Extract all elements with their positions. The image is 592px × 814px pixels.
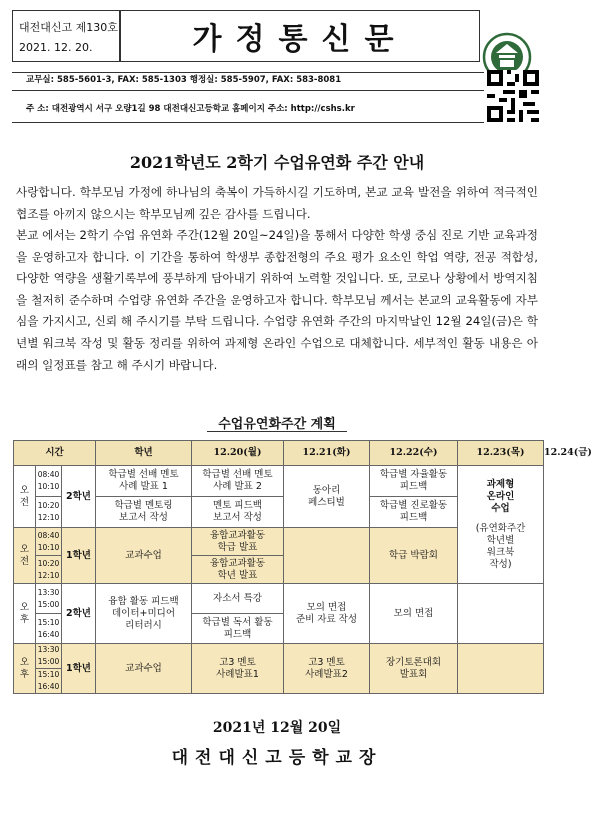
- cell-fri: [458, 466, 544, 584]
- table-row: [14, 466, 544, 497]
- header-mon: 12.20(월): [192, 441, 284, 466]
- header-wed: 12.22(수): [370, 441, 458, 466]
- period-pm: 오 후: [14, 644, 36, 694]
- period-am: 오 전: [14, 466, 36, 528]
- title-box: [120, 10, 480, 62]
- cell-tue: 융합교과활동 학급 발표: [192, 528, 284, 556]
- fri-note: (유연화주간 학년별 워크북 작성): [475, 522, 526, 570]
- table-row: [14, 584, 544, 614]
- cell-tue: 학급별 독서 활동 피드백: [192, 614, 284, 644]
- cell-thu: 모의 면접: [370, 584, 458, 644]
- issue-box: [12, 10, 120, 62]
- header-time: 시간: [14, 441, 96, 466]
- plan-title: 수업유연화주간 계획: [218, 417, 336, 432]
- time-slot: 10:20 12:10: [36, 556, 62, 584]
- address-info: 주 소: 대전광역시 서구 오량1길 98 대전대신고등학교 홈페이지 주소: http://cshs.kr: [26, 104, 355, 114]
- time-slot: 15:10 16:40: [36, 669, 62, 694]
- time-slot: 10:20 12:10: [36, 497, 62, 528]
- divider: [12, 90, 484, 91]
- time-slot: 08:40 10:10: [36, 528, 62, 556]
- cell-mon: 학급별 선배 멘토 사례 발표 1: [96, 466, 192, 497]
- fri-online-class: 과제형 온라인 수업: [486, 478, 515, 514]
- header-tue: 12.21(화): [284, 441, 370, 466]
- time-slot: 08:40 10:10: [36, 466, 62, 497]
- letter-header: [12, 10, 542, 124]
- table-row: [14, 644, 544, 669]
- footer-date: 2021년 12월 20일: [212, 720, 342, 736]
- cell-wed: 고3 멘토 사례발표2: [284, 644, 370, 694]
- grade-label: 2학년: [62, 584, 96, 644]
- time-slot: 13:30 15:00: [36, 584, 62, 614]
- period-pm: 오 후: [14, 584, 36, 644]
- period-am: 오 전: [14, 528, 36, 584]
- qr-code-icon: [487, 70, 539, 122]
- cell-mon: 교과수업: [96, 528, 192, 584]
- grade-label: 2학년: [62, 466, 96, 528]
- notice-title: 2021학년도 2학기 수업유연화 주간 안내: [129, 153, 425, 172]
- cell-tue: 학급별 선배 멘토 사례 발표 2: [192, 466, 284, 497]
- cell-mon: 교과수업: [96, 644, 192, 694]
- contact-info: 교무실: 585-5601-3, FAX: 585-1303 행정실: 585-5907, FAX: 583-8081: [26, 75, 342, 85]
- footer-school-signature: 대전대신고등학교장: [171, 748, 383, 768]
- cell-wed: 동아리 페스티벌: [284, 466, 370, 528]
- time-slot: 13:30 15:00: [36, 644, 62, 669]
- cell-tue: 멘토 피드백 보고서 작성: [192, 497, 284, 528]
- cell-fri-empty: [458, 584, 544, 644]
- schedule-table: [13, 440, 592, 694]
- cell-mon: 학급별 멘토링 보고서 작성: [96, 497, 192, 528]
- cell-wed-empty: [284, 528, 370, 584]
- cell-mon: 융합 활동 피드백 데이터+미디어 리터러시: [96, 584, 192, 644]
- greeting-paragraph: 사랑합니다. 학부모님 가정에 하나님의 축복이 가득하시길 기도하며, 본교 교육 발전을 위하여 적극적인 협조를 아끼지 않으시는 학부모님께 깊은 감사를 드립니다.: [16, 185, 538, 221]
- body-paragraph: 본교 에서는 2학기 수업 유연화 주간(12월 20일~24일)을 통해서 다양한 학생 중심 진로 기반 교육과정을 운영하고자 합니다. 이 기간을 통하여 학생부 종합전형의 주요 평가 요소인 학업 역량, 전공 적합성, 다양한 역량을 생활기록부에 풍부하게 담아내기 위하여 노력할 것입니다. 또, 코로나 상황에서 방역지침을 철저히 준수하며 수업량 유연화 주간을 운영하고자 합니다. 학부모님 께서는 본교의 교육활동에 자부심을 가지시고, 신뢰 해 주시기를 부탁 드립니다. 수업량 유연화 주간의 마지막날인 12월 24일(금)은 학년별 워크북 작성 및 활동 정리를 위하여 과제형 온라인 수업으로 대체합니다. 세부적인 활동 내용은 아래의 일정표를 참고 해 주시기 바랍니다.: [16, 228, 538, 372]
- cell-fri-empty: [458, 644, 544, 694]
- header-grade: 학년: [96, 441, 192, 466]
- cell-thu: 학급별 진로활동 피드백: [370, 497, 458, 528]
- cell-thu: 장기토론대회 발표회: [370, 644, 458, 694]
- grade-label: 1학년: [62, 644, 96, 694]
- cell-thu: 학급 박람회: [370, 528, 458, 584]
- table-header-row: 시간 학년 12.20(월) 12.21(화) 12.22(수) 12.23(목) 12.24(금): [14, 441, 544, 466]
- cell-tue: 고3 멘토 사례발표1: [192, 644, 284, 694]
- cell-thu: 학급별 자율활동 피드백: [370, 466, 458, 497]
- letter-title: 가정통신문: [192, 22, 408, 57]
- grade-label: 1학년: [62, 528, 96, 584]
- issue-date: 2021. 12. 20.: [19, 41, 93, 54]
- time-slot: 15:10 16:40: [36, 614, 62, 644]
- cell-wed: 모의 면접 준비 자료 작성: [284, 584, 370, 644]
- cell-tue: 자소서 특강: [192, 584, 284, 614]
- divider: [12, 122, 484, 123]
- plan-title-underline: [207, 431, 347, 432]
- header-thu: 12.23(목): [458, 441, 544, 466]
- issue-number: 대전대신고 제130호: [19, 21, 118, 34]
- cell-tue: 융합교과활동 학년 발표: [192, 556, 284, 584]
